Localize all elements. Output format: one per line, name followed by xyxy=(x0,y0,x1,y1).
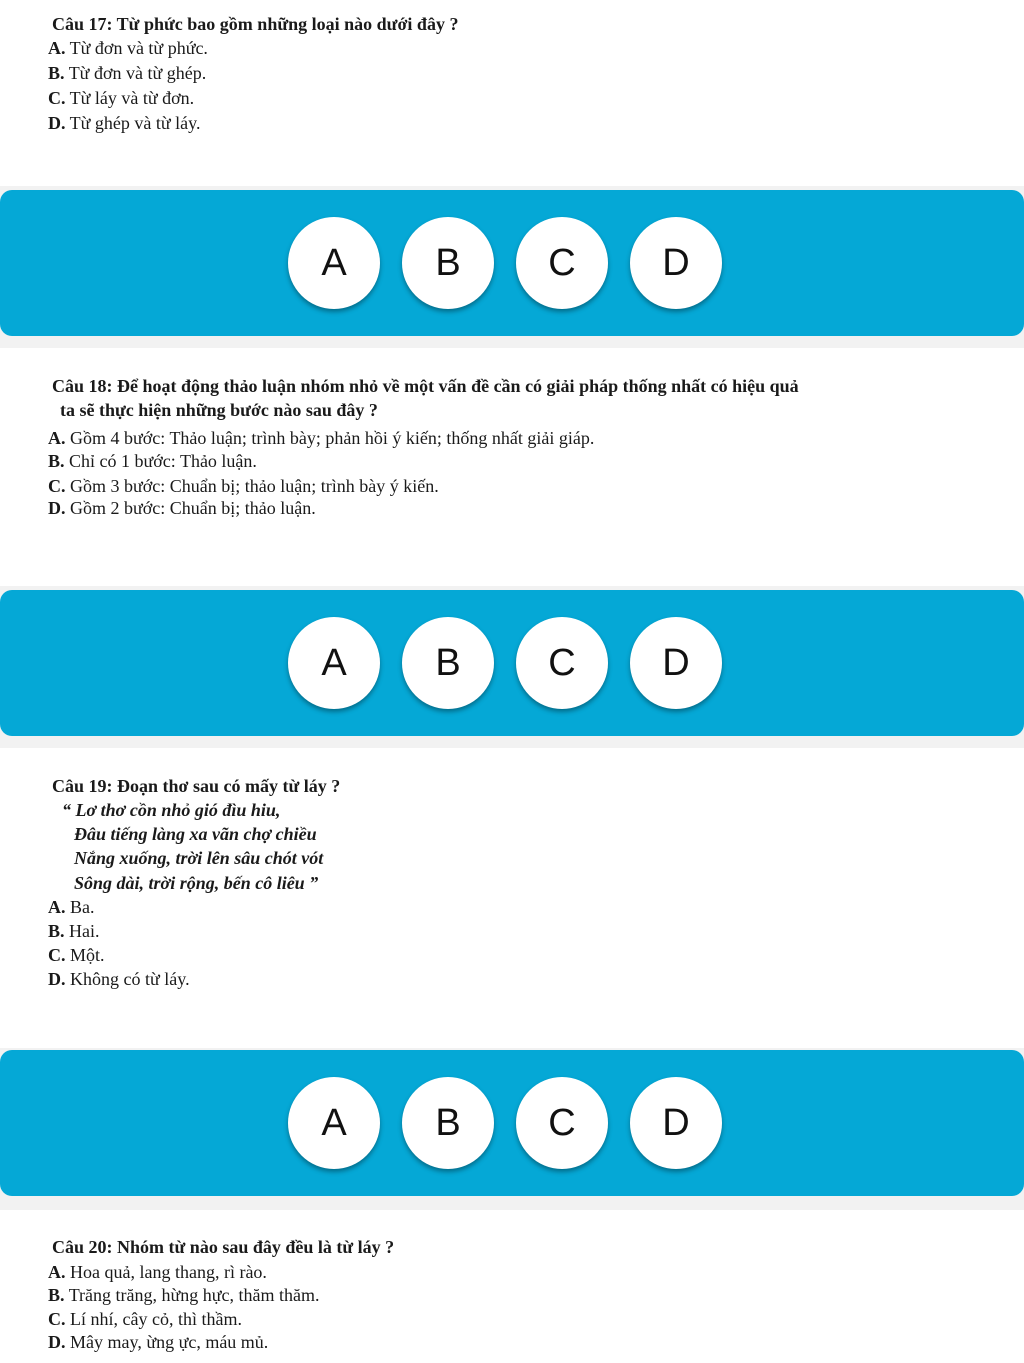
question-18-title-line1: Câu 18: Để hoạt động thảo luận nhóm nhỏ về một vấn đề cần có giải pháp thống nhất có hiệu quả xyxy=(52,376,799,396)
question-17-title: Câu 17: Từ phức bao gồm những loại nào dưới đây ? xyxy=(52,14,459,34)
answer-c-button[interactable]: C xyxy=(516,617,608,709)
answer-band-q18 xyxy=(0,590,1024,736)
answer-band-q19 xyxy=(0,1050,1024,1196)
poem-line-4: Sông dài, trời rộng, bến cô liêu ” xyxy=(74,873,319,893)
question-20-option-a: A. Hoa quả, lang thang, rì rào. xyxy=(48,1262,267,1282)
question-17-option-a: A. Từ đơn và từ phức. xyxy=(48,38,208,58)
question-18-option-b: B. Chỉ có 1 bước: Thảo luận. xyxy=(48,451,257,471)
question-19-card xyxy=(0,748,1024,1048)
answer-a-button[interactable]: A xyxy=(288,217,380,309)
question-20-card xyxy=(0,1210,1024,1363)
question-20-option-d: D. Mây may, ừng ực, máu mủ. xyxy=(48,1332,269,1352)
poem-line-2: Đâu tiếng làng xa vãn chợ chiều xyxy=(74,824,317,844)
question-17-option-b: B. Từ đơn và từ ghép. xyxy=(48,63,207,83)
question-20-option-c: C. Lí nhí, cây cỏ, thì thầm. xyxy=(48,1309,242,1329)
answer-b-button[interactable]: B xyxy=(402,217,494,309)
question-18-option-a: A. Gồm 4 bước: Thảo luận; trình bày; phản hồi ý kiến; thống nhất giải giáp. xyxy=(48,428,595,448)
question-17-option-d: D. Từ ghép và từ láy. xyxy=(48,113,201,133)
question-18-option-d: D. Gồm 2 bước: Chuẩn bị; thảo luận. xyxy=(48,498,316,518)
answer-b-button[interactable]: B xyxy=(402,1077,494,1169)
question-19-option-d: D. Không có từ láy. xyxy=(48,969,190,989)
answer-b-button[interactable]: B xyxy=(402,617,494,709)
answer-c-button[interactable]: C xyxy=(516,1077,608,1169)
question-18-option-c: C. Gồm 3 bước: Chuẩn bị; thảo luận; trình bày ý kiến. xyxy=(48,476,439,496)
question-19-option-a: A. Ba. xyxy=(48,897,95,917)
question-18-title-line2: ta sẽ thực hiện những bước nào sau đây ? xyxy=(60,400,378,420)
question-19-option-c: C. Một. xyxy=(48,945,105,965)
answer-d-button[interactable]: D xyxy=(630,1077,722,1169)
question-20-title: Câu 20: Nhóm từ nào sau đây đều là từ láy ? xyxy=(52,1237,395,1257)
answer-band-q17 xyxy=(0,190,1024,336)
poem-line-1: “ Lơ thơ cồn nhỏ gió đìu hiu, xyxy=(62,800,281,820)
answer-d-button[interactable]: D xyxy=(630,617,722,709)
question-20-option-b: B. Trăng trăng, hừng hực, thăm thăm. xyxy=(48,1285,320,1305)
question-19-title: Câu 19: Đoạn thơ sau có mấy từ láy ? xyxy=(52,776,341,796)
question-18-card xyxy=(0,348,1024,586)
question-17-card xyxy=(0,0,1024,186)
answer-d-button[interactable]: D xyxy=(630,217,722,309)
question-19-option-b: B. Hai. xyxy=(48,921,100,941)
answer-a-button[interactable]: A xyxy=(288,1077,380,1169)
question-17-option-c: C. Từ láy và từ đơn. xyxy=(48,88,195,108)
answer-a-button[interactable]: A xyxy=(288,617,380,709)
poem-line-3: Nắng xuống, trời lên sâu chót vót xyxy=(74,848,324,868)
answer-c-button[interactable]: C xyxy=(516,217,608,309)
